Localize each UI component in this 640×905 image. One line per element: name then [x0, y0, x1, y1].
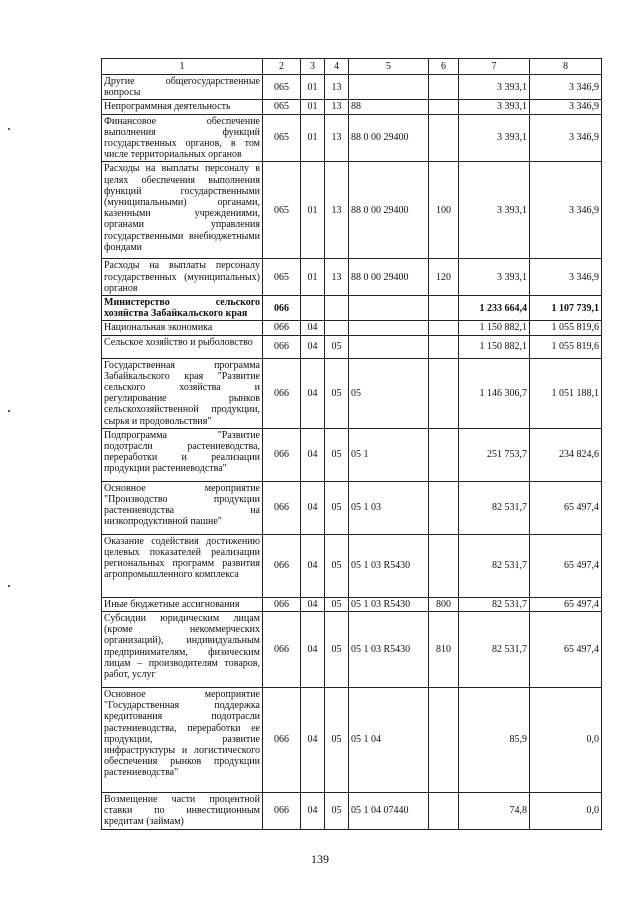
cell-amount-1: 3 393,1	[459, 75, 530, 100]
cell-expense-type	[429, 793, 459, 830]
cell-amount-1: 82 531,7	[459, 534, 530, 597]
cell-expense-type	[429, 358, 459, 428]
cell-subsection	[325, 321, 349, 335]
cell-name: Расходы на выплаты персоналу в целях обеспечения выполнения функций государственными (муниципальными) органами, казенными учреждениями, органами управления государственными внебюджетными фондами	[102, 162, 263, 259]
cell-amount-2: 65 497,4	[530, 534, 602, 597]
cell-section: 04	[301, 793, 325, 830]
cell-amount-1: 82 531,7	[459, 597, 530, 611]
cell-subsection: 05	[325, 793, 349, 830]
cell-amount-2: 0,0	[530, 688, 602, 793]
cell-target-article: 05 1 03 R5430	[349, 612, 429, 688]
table-row	[102, 428, 602, 481]
cell-expense-type	[429, 296, 459, 321]
cell-section: 04	[301, 428, 325, 481]
cell-section: 04	[301, 335, 325, 358]
cell-ministry-code: 066	[263, 793, 301, 830]
cell-ministry-code: 066	[263, 358, 301, 428]
table-row	[102, 75, 602, 100]
cell-subsection: 05	[325, 597, 349, 611]
cell-subsection: 05	[325, 428, 349, 481]
cell-amount-2: 65 497,4	[530, 597, 602, 611]
cell-section: 04	[301, 612, 325, 688]
cell-section: 01	[301, 162, 325, 259]
header-cell: 6	[429, 59, 459, 75]
table-row	[102, 597, 602, 611]
cell-ministry-code: 065	[263, 259, 301, 296]
table-row	[102, 793, 602, 830]
header-row	[102, 59, 602, 75]
cell-name: Другие общегосударственные вопросы	[102, 75, 263, 100]
cell-ministry-code: 066	[263, 428, 301, 481]
table-row	[102, 114, 602, 162]
table-row	[102, 335, 602, 358]
header-cell: 8	[530, 59, 602, 75]
cell-ministry-code: 065	[263, 100, 301, 114]
cell-section: 01	[301, 259, 325, 296]
cell-amount-2: 234 824,6	[530, 428, 602, 481]
cell-name: Расходы на выплаты персоналу государственных (муниципальных) органов	[102, 259, 263, 296]
cell-name: Финансовое обеспечение выполнения функций государственных органов, в том числе территориальных органов	[102, 114, 263, 162]
cell-amount-1: 1 146 306,7	[459, 358, 530, 428]
cell-amount-1: 3 393,1	[459, 259, 530, 296]
cell-expense-type	[429, 321, 459, 335]
cell-expense-type: 810	[429, 612, 459, 688]
cell-subsection: 13	[325, 100, 349, 114]
cell-amount-2: 1 055 819,6	[530, 321, 602, 335]
cell-section: 04	[301, 481, 325, 534]
cell-subsection: 13	[325, 75, 349, 100]
cell-section: 04	[301, 321, 325, 335]
cell-target-article: 05 1 04 07440	[349, 793, 429, 830]
table-row	[102, 100, 602, 114]
cell-section: 04	[301, 534, 325, 597]
cell-target-article	[349, 75, 429, 100]
cell-name: Подпрограмма "Развитие подотрасли растениеводства, переработки и реализации продукции растениеводства"	[102, 428, 263, 481]
cell-name: Министерство сельского хозяйства Забайкальского края	[102, 296, 263, 321]
cell-amount-1: 85,9	[459, 688, 530, 793]
table-row	[102, 321, 602, 335]
cell-name: Основное мероприятие "Государственная поддержка кредитования подотрасли растениеводства, переработки ее продукции, развитие инфраструктуры и логистического обеспечения рынков продукции растениеводства"	[102, 688, 263, 793]
cell-expense-type	[429, 481, 459, 534]
cell-name: Национальная экономика	[102, 321, 263, 335]
cell-expense-type	[429, 75, 459, 100]
cell-subsection: 05	[325, 612, 349, 688]
cell-subsection: 05	[325, 688, 349, 793]
cell-subsection: 05	[325, 358, 349, 428]
cell-target-article	[349, 296, 429, 321]
cell-expense-type: 120	[429, 259, 459, 296]
cell-amount-1: 3 393,1	[459, 162, 530, 259]
table-row	[102, 688, 602, 793]
cell-amount-1: 1 150 882,1	[459, 335, 530, 358]
table-row	[102, 358, 602, 428]
cell-expense-type	[429, 335, 459, 358]
cell-subsection: 13	[325, 162, 349, 259]
cell-target-article: 05 1 03	[349, 481, 429, 534]
cell-amount-2: 65 497,4	[530, 612, 602, 688]
cell-target-article: 05 1 04	[349, 688, 429, 793]
cell-subsection: 05	[325, 534, 349, 597]
cell-amount-1: 74,8	[459, 793, 530, 830]
cell-ministry-code: 066	[263, 321, 301, 335]
cell-subsection: 05	[325, 481, 349, 534]
cell-amount-2: 3 346,9	[530, 100, 602, 114]
cell-target-article: 88 0 00 29400	[349, 259, 429, 296]
cell-amount-1: 1 150 882,1	[459, 321, 530, 335]
cell-subsection	[325, 296, 349, 321]
cell-amount-2: 1 107 739,1	[530, 296, 602, 321]
cell-target-article	[349, 321, 429, 335]
cell-section: 01	[301, 114, 325, 162]
margin-mark	[8, 410, 10, 412]
margin-mark	[8, 585, 10, 587]
cell-name: Оказание содействия достижению целевых показателей реализации региональных программ развития агропромышленного комплекса	[102, 534, 263, 597]
cell-section: 01	[301, 75, 325, 100]
cell-amount-2: 0,0	[530, 793, 602, 830]
cell-ministry-code: 065	[263, 162, 301, 259]
cell-target-article: 05	[349, 358, 429, 428]
header-cell: 7	[459, 59, 530, 75]
table-row	[102, 481, 602, 534]
header-cell: 2	[263, 59, 301, 75]
table-row	[102, 162, 602, 259]
cell-amount-1: 82 531,7	[459, 612, 530, 688]
cell-ministry-code: 066	[263, 612, 301, 688]
table-row	[102, 612, 602, 688]
cell-amount-1: 3 393,1	[459, 100, 530, 114]
cell-name: Субсидии юридическим лицам (кроме некоммерческих организаций), индивидуальным предпринимателям, физическим лицам – производителям товаров, работ, услуг	[102, 612, 263, 688]
cell-subsection: 05	[325, 335, 349, 358]
cell-ministry-code: 065	[263, 114, 301, 162]
cell-amount-1: 251 753,7	[459, 428, 530, 481]
cell-target-article: 88 0 00 29400	[349, 162, 429, 259]
header-cell: 4	[325, 59, 349, 75]
cell-name: Сельское хозяйство и рыболовство	[102, 335, 263, 358]
cell-amount-2: 3 346,9	[530, 162, 602, 259]
cell-amount-1: 3 393,1	[459, 114, 530, 162]
cell-name: Основное мероприятие "Производство продукции растениеводства на низкопродуктивной пашне"	[102, 481, 263, 534]
cell-expense-type	[429, 534, 459, 597]
table-row	[102, 534, 602, 597]
cell-amount-2: 65 497,4	[530, 481, 602, 534]
cell-name: Непрограммная деятельность	[102, 100, 263, 114]
cell-expense-type	[429, 428, 459, 481]
table-row	[102, 259, 602, 296]
cell-amount-2: 1 055 819,6	[530, 335, 602, 358]
cell-target-article	[349, 335, 429, 358]
cell-expense-type	[429, 100, 459, 114]
cell-target-article: 05 1	[349, 428, 429, 481]
cell-ministry-code: 066	[263, 534, 301, 597]
cell-subsection: 13	[325, 114, 349, 162]
cell-expense-type	[429, 114, 459, 162]
header-cell: 5	[349, 59, 429, 75]
cell-ministry-code: 066	[263, 481, 301, 534]
cell-section: 04	[301, 358, 325, 428]
cell-expense-type: 100	[429, 162, 459, 259]
cell-section: 01	[301, 100, 325, 114]
cell-amount-1: 82 531,7	[459, 481, 530, 534]
cell-ministry-code: 066	[263, 688, 301, 793]
page-number: 139	[311, 852, 329, 866]
cell-name: Государственная программа Забайкальского края "Развитие сельского хозяйства и регулирование рынков сельскохозяйственной продукции, сырья и продовольствия"	[102, 358, 263, 428]
cell-ministry-code: 065	[263, 75, 301, 100]
table-row	[102, 296, 602, 321]
cell-name: Возмещение части процентной ставки по инвестиционным кредитам (займам)	[102, 793, 263, 830]
cell-ministry-code: 066	[263, 296, 301, 321]
cell-target-article: 05 1 03 R5430	[349, 534, 429, 597]
cell-amount-2: 3 346,9	[530, 114, 602, 162]
cell-expense-type: 800	[429, 597, 459, 611]
cell-section	[301, 296, 325, 321]
budget-table	[101, 58, 602, 830]
cell-subsection: 13	[325, 259, 349, 296]
cell-ministry-code: 066	[263, 597, 301, 611]
cell-section: 04	[301, 688, 325, 793]
cell-amount-2: 3 346,9	[530, 259, 602, 296]
cell-name: Иные бюджетные ассигнования	[102, 597, 263, 611]
cell-expense-type	[429, 688, 459, 793]
cell-amount-2: 3 346,9	[530, 75, 602, 100]
header-cell: 3	[301, 59, 325, 75]
cell-amount-1: 1 233 664,4	[459, 296, 530, 321]
cell-target-article: 88 0 00 29400	[349, 114, 429, 162]
margin-mark	[8, 128, 10, 130]
cell-target-article: 88	[349, 100, 429, 114]
cell-target-article: 05 1 03 R5430	[349, 597, 429, 611]
cell-section: 04	[301, 597, 325, 611]
header-cell: 1	[102, 59, 263, 75]
cell-ministry-code: 066	[263, 335, 301, 358]
cell-amount-2: 1 051 188,1	[530, 358, 602, 428]
